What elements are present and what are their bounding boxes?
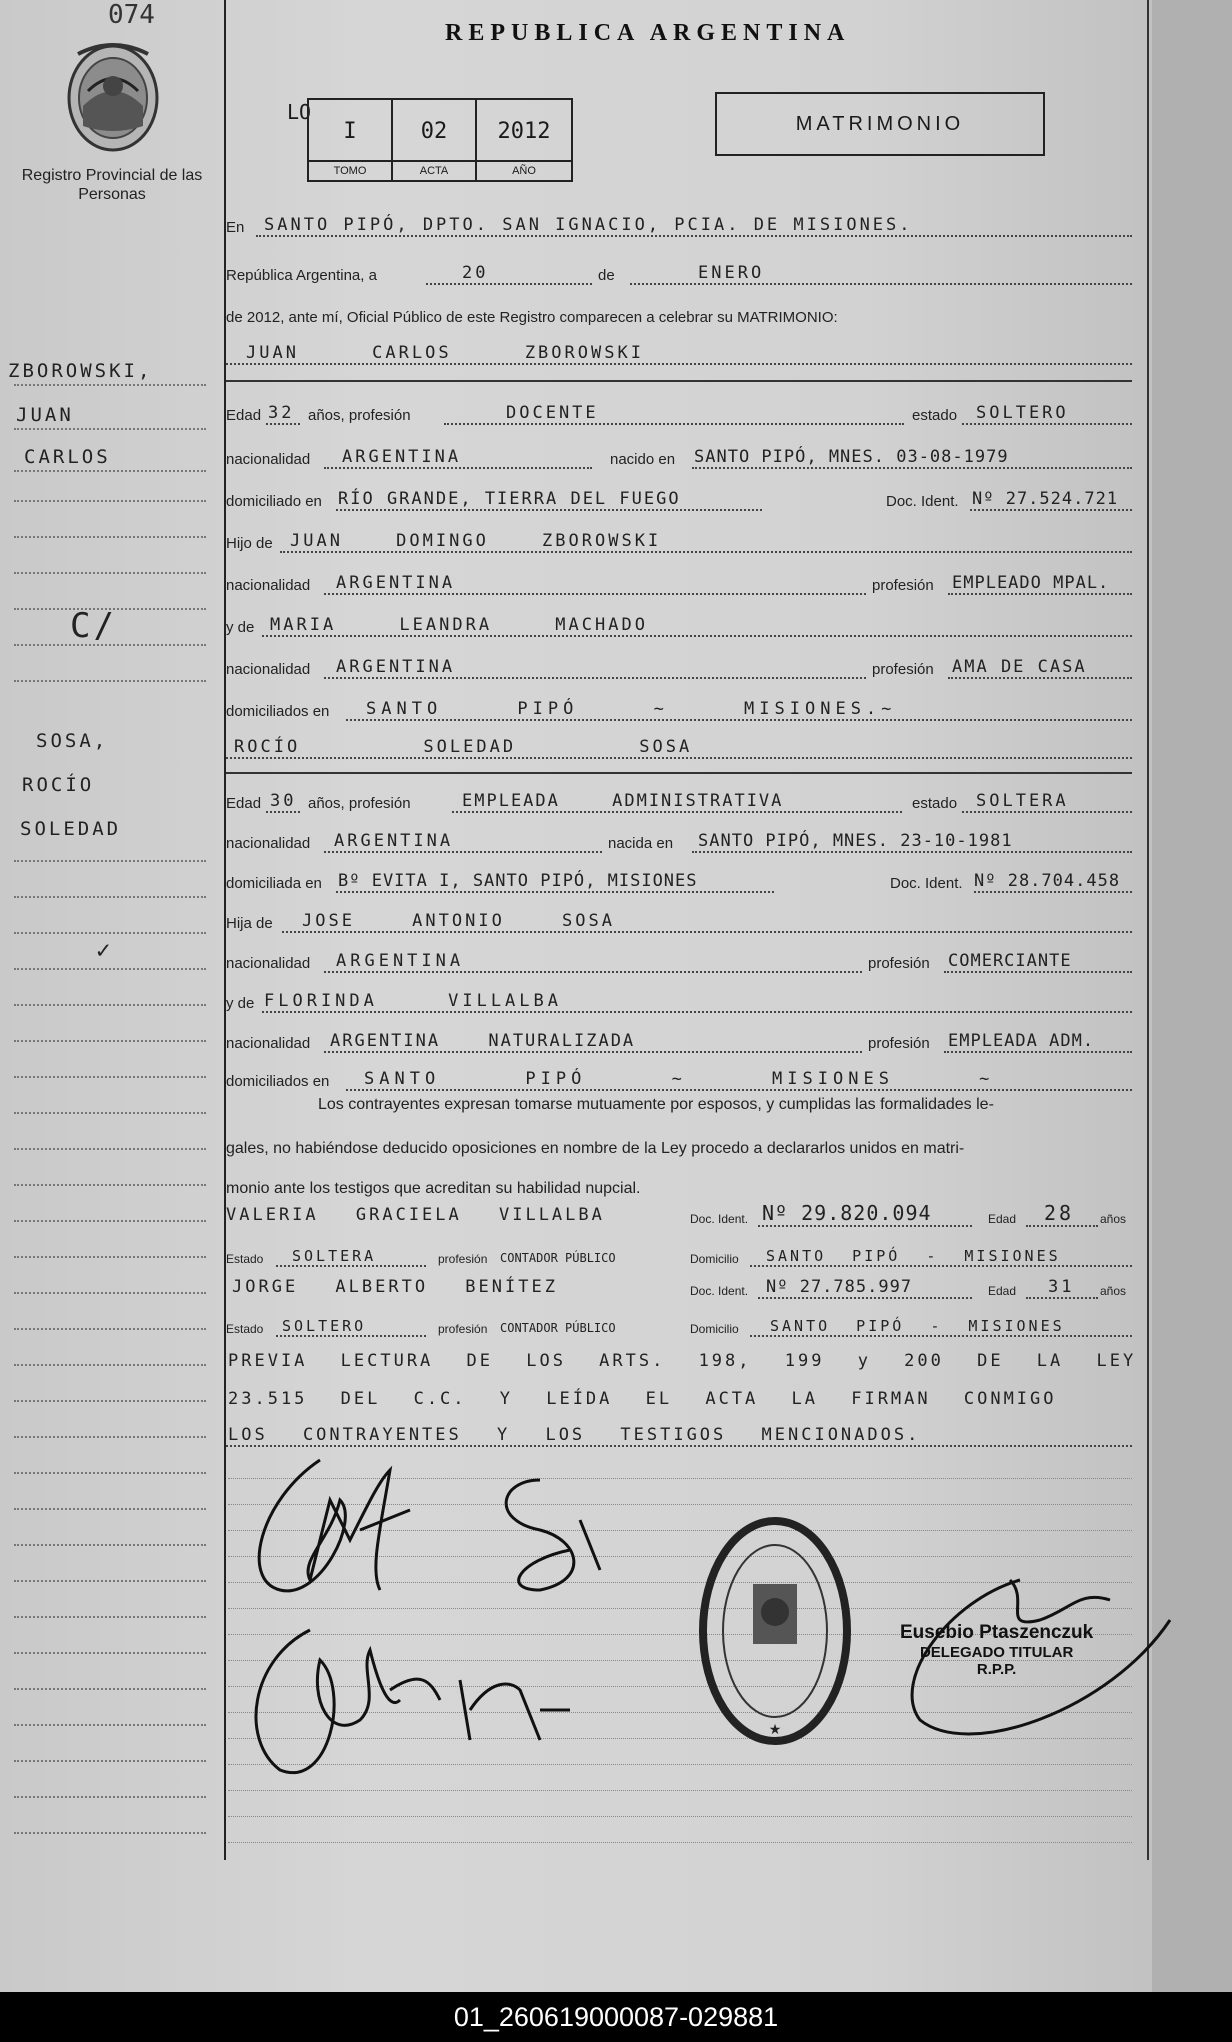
profesion-label: profesión <box>438 1322 488 1336</box>
bride-parents-domicile: SANTO PIPÓ ~ MISIONES ~ <box>364 1069 995 1089</box>
closing-row-2 <box>226 1382 1132 1416</box>
registry-name: Registro Provincial de las Personas <box>21 167 203 203</box>
bride-father-nationality: ARGENTINA <box>336 951 465 971</box>
official-title: DELEGADO TITULAR <box>919 1644 1074 1661</box>
margin-ruled-line <box>14 1220 206 1222</box>
nacionalidad-label: nacionalidad <box>226 577 311 594</box>
domicilio-label: Domicilio <box>690 1252 739 1266</box>
witness-2-estado: SOLTERO <box>282 1317 367 1335</box>
margin-ruled-line <box>14 1688 206 1690</box>
acta-label: ACTA <box>391 162 477 182</box>
bride-name-row <box>226 730 1132 764</box>
margin-bride-surname: SOSA, <box>36 730 109 752</box>
margin-first-name: JUAN <box>16 404 74 426</box>
tomo-value: I <box>307 98 393 162</box>
edad-label: Edad <box>226 407 262 424</box>
witness-1-doc: Nº 29.820.094 <box>762 1201 932 1225</box>
bride-father-profession: COMERCIANTE <box>948 951 1072 971</box>
svg-text:★: ★ <box>768 1722 782 1738</box>
witness-1-age: 28 <box>1044 1201 1075 1225</box>
act-type-box: MATRIMONIO <box>715 92 1045 156</box>
doc-label: Doc. Ident. <box>890 875 963 892</box>
margin-ruled-line <box>14 1148 206 1150</box>
nacionalidad-label: nacionalidad <box>226 955 311 972</box>
groom-parents-domicile: SANTO PIPÓ ~ MISIONES.~ <box>366 699 897 719</box>
groom-mother-nat-row <box>226 650 1132 684</box>
nacionalidad-label: nacionalidad <box>226 451 311 468</box>
margin-ruled-line <box>14 1652 206 1654</box>
margin-ruled-line <box>14 1004 206 1006</box>
margin-ruled-line <box>14 1832 206 1834</box>
bride-profession: EMPLEADA ADMINISTRATIVA <box>462 791 784 811</box>
margin-ruled-line <box>14 1796 206 1798</box>
groom-name: JUAN CARLOS ZBOROWSKI <box>246 343 644 363</box>
folio-number: 074 <box>108 0 155 30</box>
margin-ruled-line <box>14 1292 206 1294</box>
place-value: SANTO PIPÓ, DPTO. SAN IGNACIO, PCIA. DE MISIONES. <box>264 215 913 235</box>
groom-mother-nationality: ARGENTINA <box>336 657 456 677</box>
groom-estado: SOLTERO <box>976 403 1069 423</box>
republica-label: República Argentina, a <box>226 267 377 284</box>
domiciliado-label: domiciliado en <box>226 493 322 510</box>
margin-ruled-line <box>14 1436 206 1438</box>
groom-father-profession: EMPLEADO MPAL. <box>952 573 1110 593</box>
profesion-label: profesión <box>438 1252 488 1266</box>
margin-ruled-line <box>14 1328 206 1330</box>
margin-ruled-line <box>14 1508 206 1510</box>
bride-name: ROCÍO SOLEDAD SOSA <box>234 737 693 757</box>
en-label: En <box>226 219 245 236</box>
margin-second-name: CARLOS <box>24 446 111 468</box>
yde-label: y de <box>226 619 255 636</box>
tomo-label: TOMO <box>307 162 393 182</box>
bride-mother-nat-row <box>226 1024 1132 1058</box>
margin-ruled-line <box>14 1112 206 1114</box>
margin-ruled-line <box>14 1580 206 1582</box>
groom-mother: MARIA LEANDRA MACHADO <box>270 615 648 635</box>
anio-label: AÑO <box>475 162 573 182</box>
margin-bride-second-name: SOLEDAD <box>20 818 122 840</box>
doc-label: Doc. Ident. <box>690 1284 749 1298</box>
profesion-label: profesión <box>868 955 930 972</box>
anios-label: años <box>1100 1212 1127 1226</box>
bride-nationality: ARGENTINA <box>334 831 454 851</box>
profesion-label: profesión <box>872 577 934 594</box>
groom-dom-row <box>226 482 1132 516</box>
estado-label: estado <box>912 795 958 812</box>
bride-age: 30 <box>270 791 297 811</box>
edad-label: Edad <box>988 1212 1017 1226</box>
nacionalidad-label: nacionalidad <box>226 835 311 852</box>
domiciliada-label: domiciliada en <box>226 875 322 892</box>
bride-birth: SANTO PIPÓ, MNES. 23-10-1981 <box>698 831 1013 851</box>
doc-label: Doc. Ident. <box>690 1212 749 1226</box>
bride-mother-profession: EMPLEADA ADM. <box>948 1031 1095 1051</box>
edad-label: Edad <box>226 795 262 812</box>
groom-nat-row <box>226 440 1132 474</box>
margin-ruled-line <box>14 1400 206 1402</box>
profesion-label: años, profesión <box>308 407 411 424</box>
groom-birth: SANTO PIPÓ, MNES. 03-08-1979 <box>694 447 1009 467</box>
nacido-label: nacido en <box>610 451 676 468</box>
year-row <box>226 298 1132 332</box>
margin-ruled-line <box>14 1184 206 1186</box>
acta-mark: LO <box>287 100 312 124</box>
witness-2-doc: Nº 27.785.997 <box>766 1277 913 1297</box>
margin-ruled-line <box>14 1616 206 1618</box>
witness-1-details-row <box>226 1238 1132 1272</box>
bride-mother: FLORINDA VILLALBA <box>264 991 562 1011</box>
official-block <box>900 1622 1093 1678</box>
signature-scribbles <box>240 1440 660 1800</box>
misiones-emblem-icon <box>58 36 168 156</box>
margin-ruled-line <box>14 1544 206 1546</box>
declaration-line-1: Los contrayentes expresan tomarse mutuamente por esposos, y cumplidas las formalidades le- <box>318 1096 994 1113</box>
bride-age-row <box>226 784 1132 818</box>
profesion-label: profesión <box>868 1035 930 1052</box>
margin-ruled-line <box>14 932 206 934</box>
edad-label: Edad <box>988 1284 1017 1298</box>
closing-line-3: LOS CONTRAYENTES Y LOS TESTIGOS MENCIONADOS. <box>228 1425 921 1445</box>
bride-father: JOSE ANTONIO SOSA <box>302 911 615 931</box>
margin-ruled-line <box>14 644 206 646</box>
margin-ruled-line <box>14 1724 206 1726</box>
margin-ruled-line <box>14 680 206 682</box>
groom-domicile: RÍO GRANDE, TIERRA DEL FUEGO <box>338 489 681 509</box>
witness-2-name: JORGE ALBERTO BENÍTEZ <box>232 1277 558 1297</box>
groom-age: 32 <box>268 403 295 423</box>
groom-parents-dom-row <box>226 692 1132 726</box>
official-office: R.P.P. <box>976 1661 1017 1678</box>
domiciliados-label: domiciliados en <box>226 703 330 720</box>
registry-seal-stamp <box>695 1512 855 1750</box>
yde-label: y de <box>226 995 255 1012</box>
estado-label: Estado <box>226 1322 264 1336</box>
nacida-label: nacida en <box>608 835 674 852</box>
nacionalidad-label: nacionalidad <box>226 661 311 678</box>
closing-row-1 <box>226 1344 1137 1378</box>
ruled-line <box>228 1842 1132 1843</box>
place-row <box>226 208 1132 242</box>
witness-2-domicile: SANTO PIPÓ - MISIONES <box>770 1317 1065 1335</box>
margin-ruled-line <box>14 500 206 502</box>
groom-name-row <box>226 336 1132 370</box>
country-heading: REPUBLICA ARGENTINA <box>445 20 851 46</box>
anios-label: años <box>1100 1284 1127 1298</box>
scan-id-footer: 01_260619000087-029881 <box>0 1992 1232 2042</box>
margin-connector: C/ <box>70 606 117 646</box>
witness-1-row <box>226 1198 1132 1232</box>
groom-mother-row <box>226 608 1132 642</box>
profesion-label: profesión <box>872 661 934 678</box>
estado-label: Estado <box>226 1252 264 1266</box>
day-value: 20 <box>462 263 489 283</box>
bride-father-row <box>226 904 1132 938</box>
hijo-label: Hijo de <box>226 535 273 552</box>
groom-profession: DOCENTE <box>506 403 599 423</box>
bride-mother-row <box>226 984 1132 1018</box>
declaration-line-3: monio ante los testigos que acreditan su habilidad nupcial. <box>226 1180 641 1197</box>
closing-line-2: 23.515 DEL C.C. Y LEÍDA EL ACTA LA FIRMAN CONMIGO <box>228 1389 1057 1409</box>
separator <box>226 380 1132 382</box>
domicilio-label: Domicilio <box>690 1322 739 1336</box>
margin-ruled-line <box>14 1364 206 1366</box>
margin-check: ✓ <box>96 936 114 964</box>
bride-domicile: Bº EVITA I, SANTO PIPÓ, MISIONES <box>338 871 698 891</box>
margin-ruled-line <box>14 1472 206 1474</box>
margin-ruled-line <box>14 1256 206 1258</box>
groom-father-nationality: ARGENTINA <box>336 573 456 593</box>
year-text: de 2012, ante mí, Oficial Público de este Registro comparecen a celebrar su MATRIMONIO: <box>226 309 838 326</box>
date-row <box>226 256 1132 290</box>
acta-number-box <box>307 98 575 188</box>
witness-1-profession: CONTADOR PÚBLICO <box>500 1251 616 1265</box>
witness-2-row <box>226 1270 1132 1304</box>
groom-doc: Nº 27.524.721 <box>972 489 1119 509</box>
bride-doc: Nº 28.704.458 <box>974 871 1121 891</box>
margin-ruled-line <box>14 1760 206 1762</box>
margin-ruled-line <box>14 572 206 574</box>
anio-value: 2012 <box>475 98 573 162</box>
doc-label: Doc. Ident. <box>886 493 959 510</box>
margin-ruled-line <box>14 608 206 610</box>
groom-father: JUAN DOMINGO ZBOROWSKI <box>290 531 662 551</box>
de-label: de <box>598 267 615 284</box>
margin-surname: ZBOROWSKI, <box>8 360 153 382</box>
groom-father-row <box>226 524 1132 558</box>
estado-label: estado <box>912 407 958 424</box>
separator <box>226 772 1132 774</box>
ruled-line <box>228 1816 1132 1817</box>
margin-ruled-line <box>14 1040 206 1042</box>
witness-1-estado: SOLTERA <box>292 1247 377 1265</box>
groom-nationality: ARGENTINA <box>342 447 462 467</box>
margin-ruled-line <box>14 860 206 862</box>
bride-parents-dom-row <box>226 1062 1132 1096</box>
acta-value: 02 <box>391 98 477 162</box>
profesion-label: años, profesión <box>308 795 411 812</box>
groom-mother-profession: AMA DE CASA <box>952 657 1087 677</box>
official-name: Eusebio Ptaszenczuk <box>900 1622 1094 1643</box>
witness-2-details-row <box>226 1308 1132 1342</box>
closing-line-1: PREVIA LECTURA DE LOS ARTS. 198, 199 y 200 DE LA LEY <box>228 1351 1137 1371</box>
margin-ruled-line <box>14 896 206 898</box>
margin-bride-first-name: ROCÍO <box>22 774 95 796</box>
bride-dom-row <box>226 864 1132 898</box>
witness-2-profession: CONTADOR PÚBLICO <box>500 1321 616 1335</box>
nacionalidad-label: nacionalidad <box>226 1035 311 1052</box>
declaration-line-2: gales, no habiéndose deducido oposiciones en nombre de la Ley procedo a declararlos unidos en matri- <box>226 1140 965 1157</box>
witness-1-name: VALERIA GRACIELA VILLALBA <box>226 1205 605 1225</box>
groom-age-row <box>226 396 1132 430</box>
domiciliados-label: domiciliados en <box>226 1073 330 1090</box>
hija-label: Hija de <box>226 915 273 932</box>
groom-father-nat-row <box>226 566 1132 600</box>
margin-ruled-line <box>14 1076 206 1078</box>
bride-mother-nationality: ARGENTINA NATURALIZADA <box>330 1031 636 1051</box>
bride-father-nat-row <box>226 944 1132 978</box>
margin-ruled-line <box>14 968 206 970</box>
witness-2-age: 31 <box>1048 1277 1075 1297</box>
month-value: ENERO <box>698 263 765 283</box>
margin-ruled-line <box>14 536 206 538</box>
bride-estado: SOLTERA <box>976 791 1069 811</box>
witness-1-domicile: SANTO PIPÓ - MISIONES <box>766 1247 1061 1265</box>
bride-nat-row <box>226 824 1132 858</box>
